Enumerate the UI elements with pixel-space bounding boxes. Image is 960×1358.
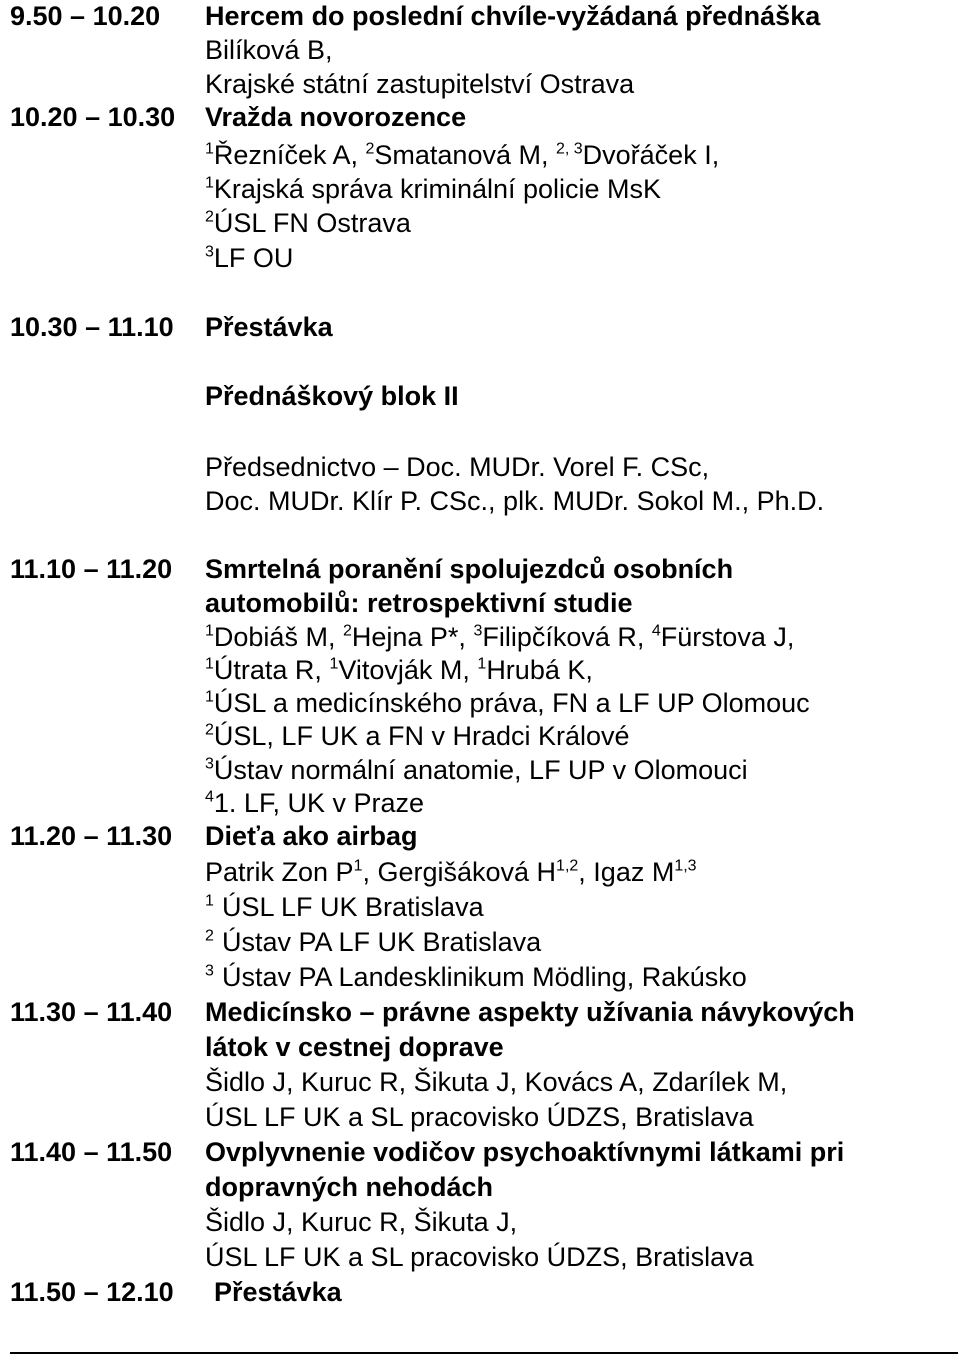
author-names: $^1$Útrata R, $^1$Vitovják M, $^1$Hrubá K,: [205, 655, 593, 685]
time-slot: 9.50 – 10.20: [10, 1, 161, 31]
author-names: $^1$Dobiáš M, $^2$Hejna P*, $^3$Filipčíková R, $^4$Fürstova J,: [205, 622, 795, 652]
affiliation: $^4$1. LF, UK v Praze: [205, 788, 424, 818]
lecture-title: automobilů: retrospektivní studie: [205, 588, 633, 618]
affiliation: $^3$Ústav normální anatomie, LF UP v Olomouci: [205, 755, 748, 785]
lecture-title: Hercem do poslední chvíle-vyžádaná přednáška: [205, 1, 821, 31]
block-title: Přednáškový blok II: [205, 381, 459, 411]
author-names: Šidlo J, Kuruc R, Šikuta J,: [205, 1207, 518, 1237]
affiliation: 2: [205, 927, 214, 945]
affiliation: 3: [205, 962, 214, 980]
lecture-title: látok v cestnej doprave: [205, 1032, 504, 1062]
lecture-title: dopravných nehodách: [205, 1172, 494, 1202]
lecture-title: Ovplyvnenie vodičov psychoaktívnymi látkami pri: [205, 1137, 845, 1167]
affiliation: $^2$ÚSL FN Ostrava: [205, 208, 411, 238]
affiliation-text: ÚSL LF UK Bratislava: [222, 892, 484, 922]
author-names: Bilíková B,: [205, 35, 333, 65]
lecture-title: Vražda novorozence: [205, 102, 467, 132]
break-title: Přestávka: [214, 1277, 342, 1307]
affiliation: ÚSL LF UK a SL pracovisko ÚDZS, Bratislava: [205, 1102, 754, 1132]
time-slot: 10.30 – 11.10: [10, 312, 174, 342]
lecture-title: Dieťa ako airbag: [205, 821, 418, 851]
time-slot: 11.40 – 11.50: [10, 1137, 173, 1167]
time-slot: 11.30 – 11.40: [10, 997, 173, 1027]
affiliation: $^1$ÚSL a medicínského práva, FN a LF UP Olomouc: [205, 688, 810, 718]
superscript: 2: [365, 140, 375, 158]
lecture-title: Smrtelná poranění spolujezdců osobních: [205, 554, 734, 584]
affiliation: 1: [205, 892, 214, 910]
author-names: Šidlo J, Kuruc R, Šikuta J, Kovács A, Zdarílek M,: [205, 1067, 788, 1097]
affiliation: $^2$ÚSL, LF UK a FN v Hradci Králové: [205, 721, 630, 751]
lecture-title: Medicínsko – právne aspekty užívania návykových: [205, 997, 855, 1027]
time-slot: 11.20 – 11.30: [10, 821, 173, 851]
break-title: Přestávka: [205, 312, 333, 342]
chairs: Předsednictvo – Doc. MUDr. Vorel F. CSc,: [205, 452, 710, 482]
affiliation: ÚSL LF UK a SL pracovisko ÚDZS, Bratislava: [205, 1242, 754, 1272]
time-slot: 11.10 – 11.20: [10, 554, 173, 584]
author-names: $^1$Řezníček A, $^2$Smatanová M, $^{2, 3}$Dvořáček I,: [205, 140, 720, 170]
author-names: Patrik Zon $P^1$, Gergišáková H$^{1,2}$, Igaz M$^{1,3}$: [205, 857, 697, 887]
affiliation: $^3$LF OU: [205, 243, 294, 273]
chairs: Doc. MUDr. Klír P. CSc., plk. MUDr. Sokol M., Ph.D.: [205, 486, 825, 516]
time-slot: 10.20 – 10.30: [10, 102, 176, 132]
affiliation-text: Ústav PA LF UK Bratislava: [222, 927, 542, 957]
footer-rule: [10, 1352, 958, 1354]
superscript: 1: [205, 140, 214, 158]
affiliation-text: Ústav PA Landesklinikum Mödling, Rakúsko: [222, 962, 747, 992]
time-slot: 11.50 – 12.10: [10, 1277, 174, 1307]
affiliation: Krajské státní zastupitelství Ostrava: [205, 69, 635, 99]
superscript: 2, 3: [555, 140, 583, 158]
affiliation: $^1$Krajská správa kriminální policie MsK: [205, 174, 662, 204]
